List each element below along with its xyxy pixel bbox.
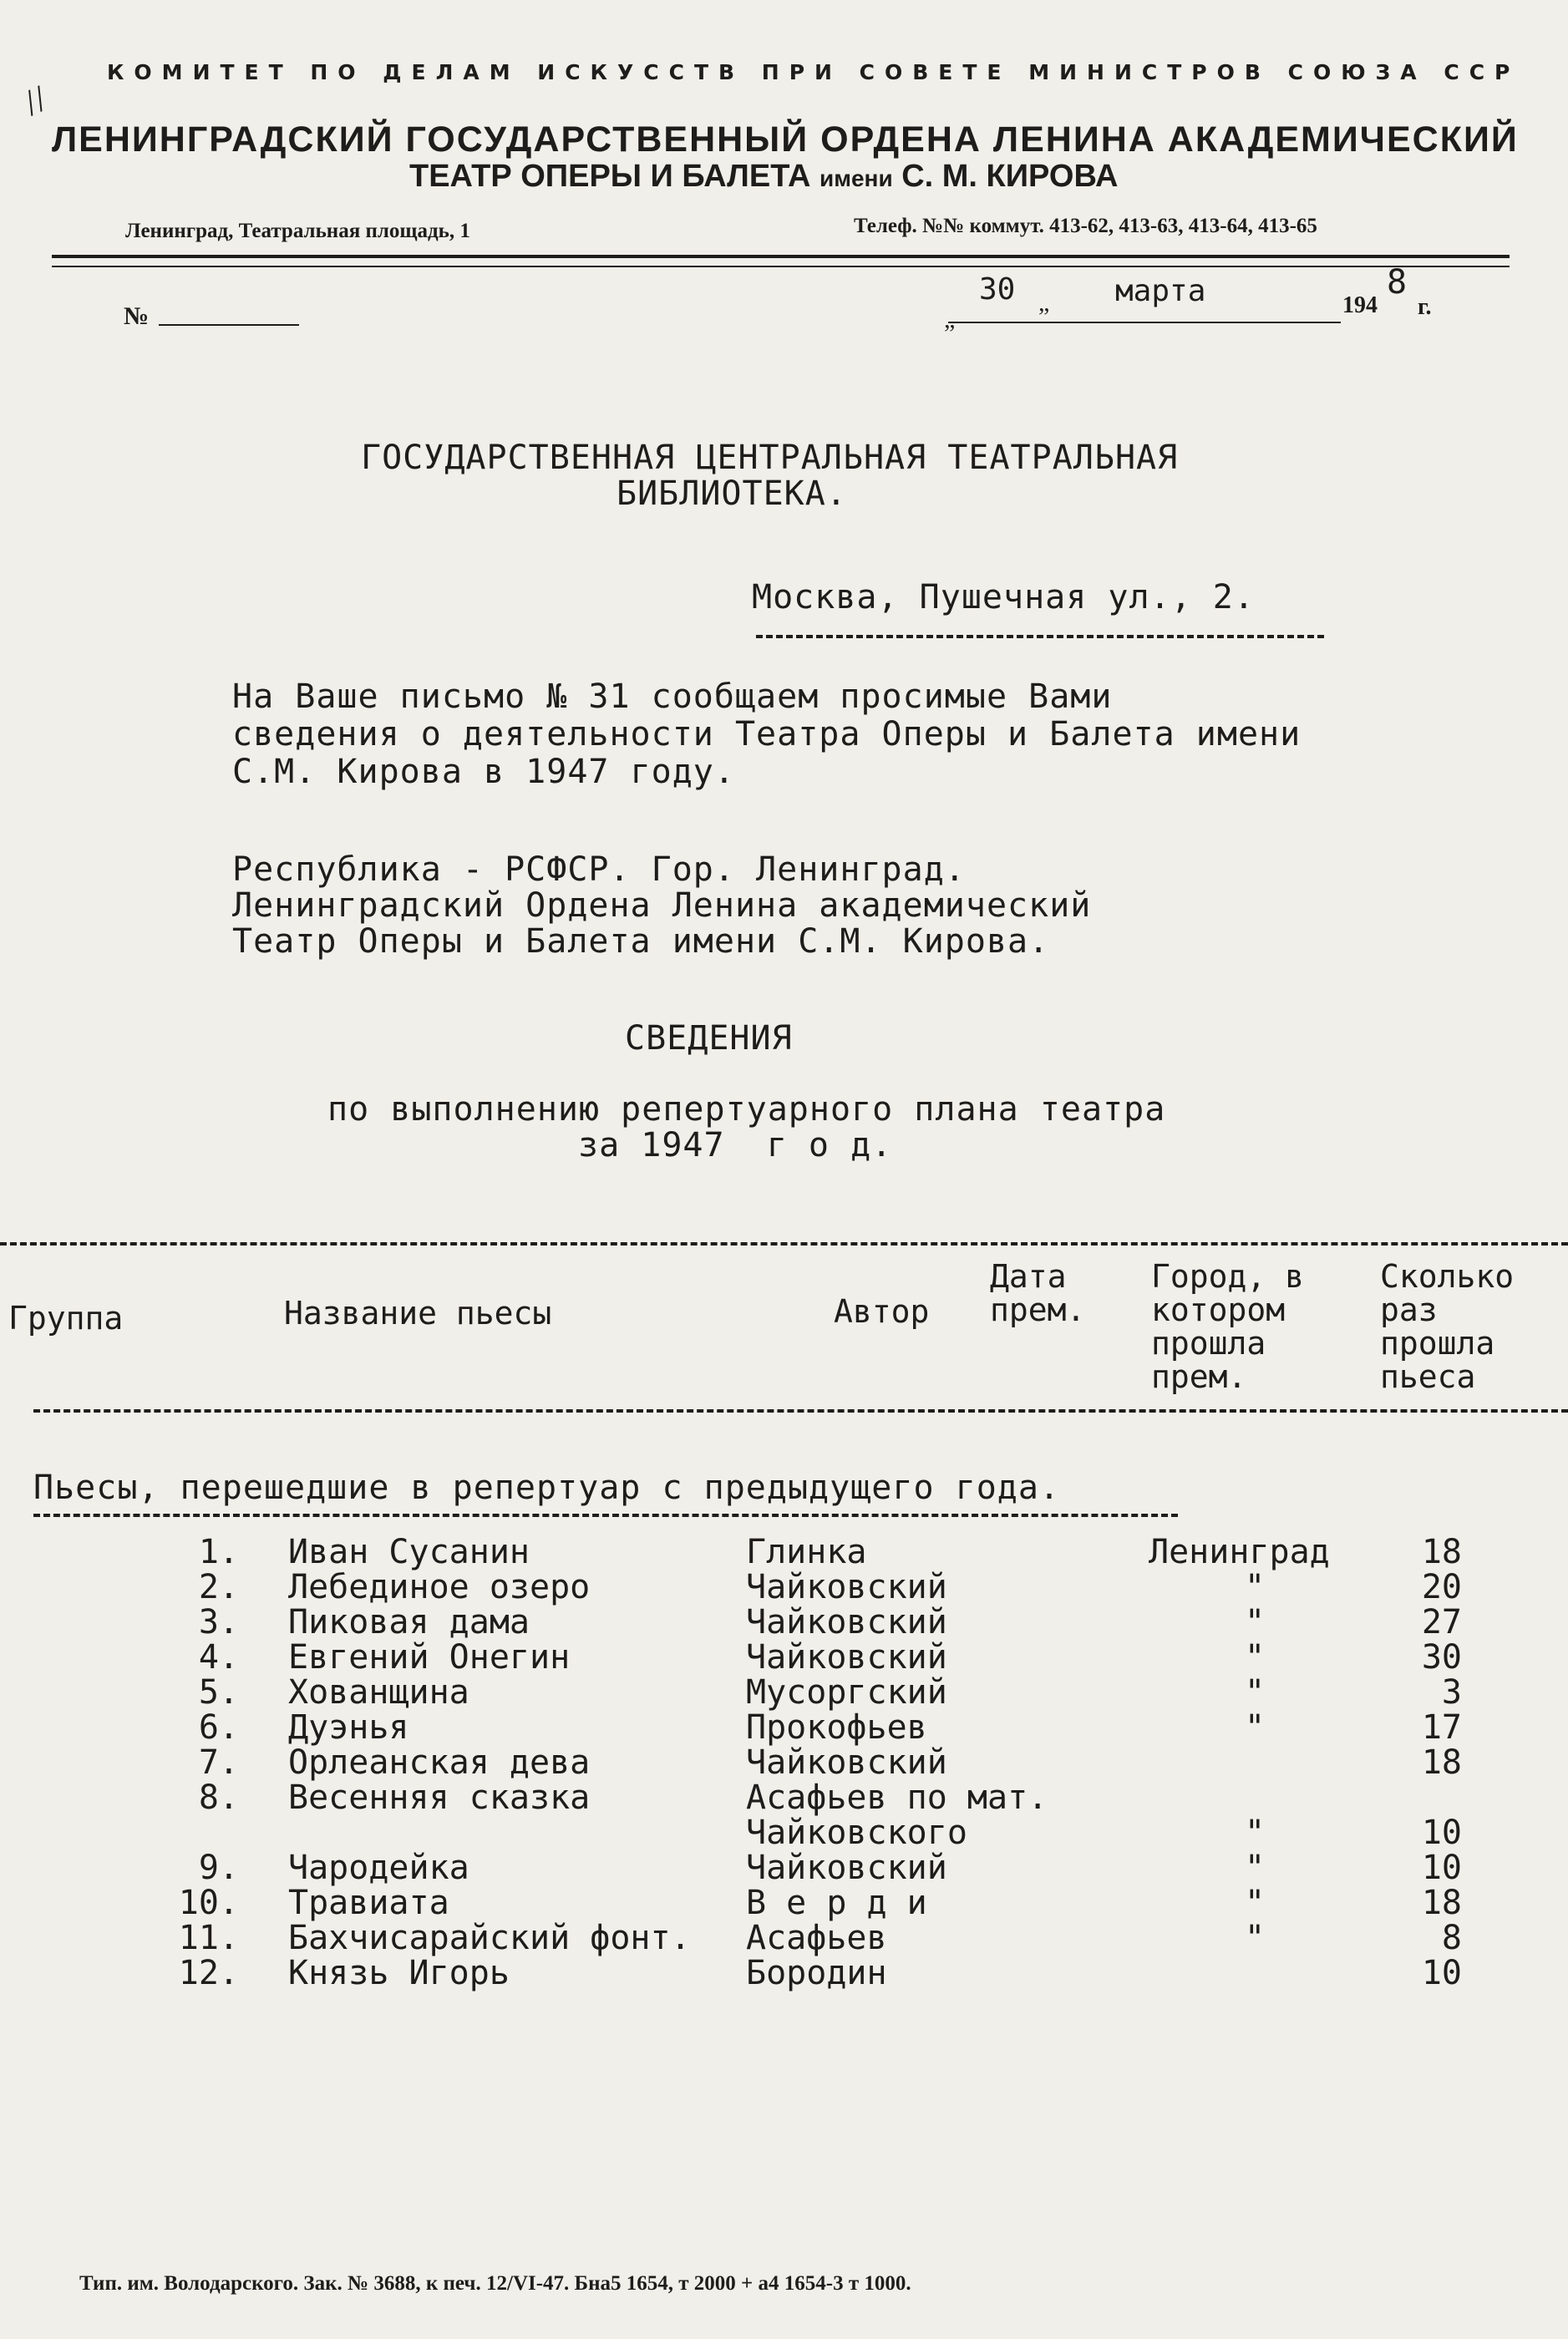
row-count: 18 (1421, 1743, 1462, 1782)
row-author: Чайковский (746, 1568, 947, 1606)
row-number: 4. (198, 1638, 239, 1677)
row-title: Князь Игорь (288, 1954, 510, 1992)
row-title: Травиата (288, 1884, 449, 1922)
row-title: Орлеанская дева (288, 1743, 591, 1782)
table-row (0, 1778, 1568, 1852)
column-header-premiere-date: Дата прем. (990, 1258, 1086, 1328)
column-header-title: Название пьесы (284, 1295, 552, 1332)
document-subheading-1: по выполнению репертуарного плана театра (327, 1090, 1166, 1129)
number-label: № (124, 302, 150, 330)
table-row (0, 1954, 1568, 1992)
table-row (0, 1884, 1568, 1922)
row-author-continued: Чайковского (746, 1814, 967, 1852)
letterhead-phones: Телеф. №№ коммут. 413-62, 413-63, 413-64, 413-65 (854, 215, 1317, 237)
row-number: 5. (198, 1673, 239, 1712)
row-title: Весенняя сказка (288, 1778, 591, 1817)
date-day: 30 (979, 272, 1016, 307)
row-number: 12. (178, 1954, 239, 1992)
date-suffix: г. (1418, 294, 1432, 320)
row-author: Чайковский (746, 1603, 947, 1641)
row-title: Дуэнья (288, 1708, 409, 1747)
row-count: 30 (1421, 1638, 1462, 1677)
row-city: " (1245, 1884, 1266, 1922)
theatre-name-part-c: С. М. КИРОВА (901, 159, 1119, 194)
row-author: Чайковский (746, 1849, 947, 1887)
row-title: Евгений Онегин (288, 1638, 571, 1677)
row-city: " (1245, 1849, 1266, 1887)
theatre-name-line1: ЛЕНИНГРАДСКИЙ ГОСУДАРСТВЕННЫЙ ОРДЕНА ЛЕНИНА АКАДЕМИЧЕСКИЙ (52, 119, 1519, 160)
addressee-underline (756, 635, 1324, 638)
row-number: 6. (198, 1708, 239, 1747)
table-row (0, 1708, 1568, 1747)
row-city: Ленинград (1149, 1533, 1330, 1571)
row-count: 18 (1421, 1533, 1462, 1571)
row-number: 1. (198, 1533, 239, 1571)
table-row (0, 1919, 1568, 1957)
row-author: Бородин (746, 1954, 887, 1992)
number-line (159, 324, 299, 326)
row-count: 18 (1421, 1884, 1462, 1922)
date-line (948, 322, 1341, 323)
document-heading: СВЕДЕНИЯ (625, 1019, 793, 1058)
row-count: 8 (1441, 1919, 1462, 1957)
pencil-mark-icon: // (17, 78, 53, 124)
table-row (0, 1638, 1568, 1677)
row-count: 3 (1441, 1673, 1462, 1712)
row-count: 10 (1421, 1814, 1462, 1852)
row-title: Иван Сусанин (288, 1533, 530, 1571)
row-count: 10 (1421, 1849, 1462, 1887)
row-author: Асафьев по мат. (746, 1778, 1048, 1817)
row-author: Чайковский (746, 1638, 947, 1677)
row-count: 20 (1421, 1568, 1462, 1606)
table-header-rule (33, 1409, 1568, 1413)
row-city: " (1245, 1673, 1266, 1712)
column-header-times-shown: Сколько раз прошла пьеса (1380, 1258, 1515, 1395)
table-row (0, 1603, 1568, 1641)
section-title: Пьесы, перешедшие в репертуар с предыдущего года. (33, 1469, 1061, 1507)
date-month: марта (1115, 274, 1206, 308)
row-count: 10 (1421, 1954, 1462, 1992)
row-author: В е р д и (746, 1884, 927, 1922)
column-header-group: Группа (8, 1300, 124, 1337)
row-author: Прокофьев (746, 1708, 927, 1747)
row-author: Асафьев (746, 1919, 887, 1957)
row-city: " (1245, 1708, 1266, 1747)
column-header-premiere-city: Город, в котором прошла прем. (1151, 1258, 1305, 1395)
row-title: Пиковая дама (288, 1603, 530, 1641)
intro-paragraph: На Ваше письмо № 31 сообщаем просимые Вами сведения о деятельности Театра Оперы и Балета имени С.М. Кирова в 1947 году. (232, 677, 1302, 791)
letterhead-rule (52, 255, 1510, 258)
republic-paragraph: Республика - РСФСР. Гор. Ленинград. Ленинградский Ордена Ленина академический Театр Оперы и Балета имени С.М. Кирова. (232, 850, 1092, 961)
printer-imprint: Тип. им. Володарского. Зак. № 3688, к печ. 12/VI-47. Бна5 1654, т 2000 + а4 1654-3 т 1000. (79, 2272, 911, 2295)
date-quote-close: „ (1038, 289, 1050, 317)
row-city: " (1245, 1603, 1266, 1641)
addressee-line3: Москва, Пушечная ул., 2. (752, 578, 1255, 616)
date-quote-open: „ (944, 306, 956, 333)
row-city: " (1245, 1814, 1266, 1852)
table-row (0, 1849, 1568, 1887)
table-top-rule (0, 1242, 1568, 1246)
row-title: Хованщина (288, 1673, 469, 1712)
row-author: Мусоргский (746, 1673, 947, 1712)
table-row (0, 1533, 1568, 1571)
theatre-name-part-b: имени (820, 165, 893, 191)
theatre-name-part-a: ТЕАТР ОПЕРЫ И БАЛЕТА (409, 159, 811, 194)
row-city: " (1245, 1919, 1266, 1957)
table-row (0, 1673, 1568, 1712)
row-number: 11. (178, 1919, 239, 1957)
row-number: 2. (198, 1568, 239, 1606)
date-year-printed: 194 (1342, 292, 1378, 318)
row-city: " (1245, 1568, 1266, 1606)
theatre-name-line2 (409, 159, 1118, 195)
row-count: 27 (1421, 1603, 1462, 1641)
ministry-header: КОМИТЕТ ПО ДЕЛАМ ИСКУССТВ ПРИ СОВЕТЕ МИНИСТРОВ СОЮЗА ССР (107, 60, 1520, 84)
section-underline (33, 1514, 1178, 1517)
letterhead-rule-thin (52, 266, 1510, 267)
row-count: 17 (1421, 1708, 1462, 1747)
letterhead-address: Ленинград, Театральная площадь, 1 (125, 220, 470, 242)
row-number: 10. (178, 1884, 239, 1922)
table-row (0, 1743, 1568, 1782)
row-author: Чайковский (746, 1743, 947, 1782)
date-year-digit: 8 (1387, 263, 1408, 302)
row-title: Чародейка (288, 1849, 469, 1887)
document-subheading-2: за 1947 г о д. (578, 1126, 893, 1164)
row-title: Бахчисарайский фонт. (288, 1919, 691, 1957)
row-number: 8. (198, 1778, 239, 1817)
table-row (0, 1568, 1568, 1606)
row-author: Глинка (746, 1533, 867, 1571)
column-header-author: Автор (834, 1293, 930, 1330)
row-number: 9. (198, 1849, 239, 1887)
row-title: Лебединое озеро (288, 1568, 591, 1606)
addressee-line2: БИБЛИОТЕКА. (617, 474, 847, 513)
row-number: 7. (198, 1743, 239, 1782)
row-city: " (1245, 1638, 1266, 1677)
row-number: 3. (198, 1603, 239, 1641)
addressee-line1: ГОСУДАРСТВЕННАЯ ЦЕНТРАЛЬНАЯ ТЕАТРАЛЬНАЯ (361, 439, 1179, 477)
